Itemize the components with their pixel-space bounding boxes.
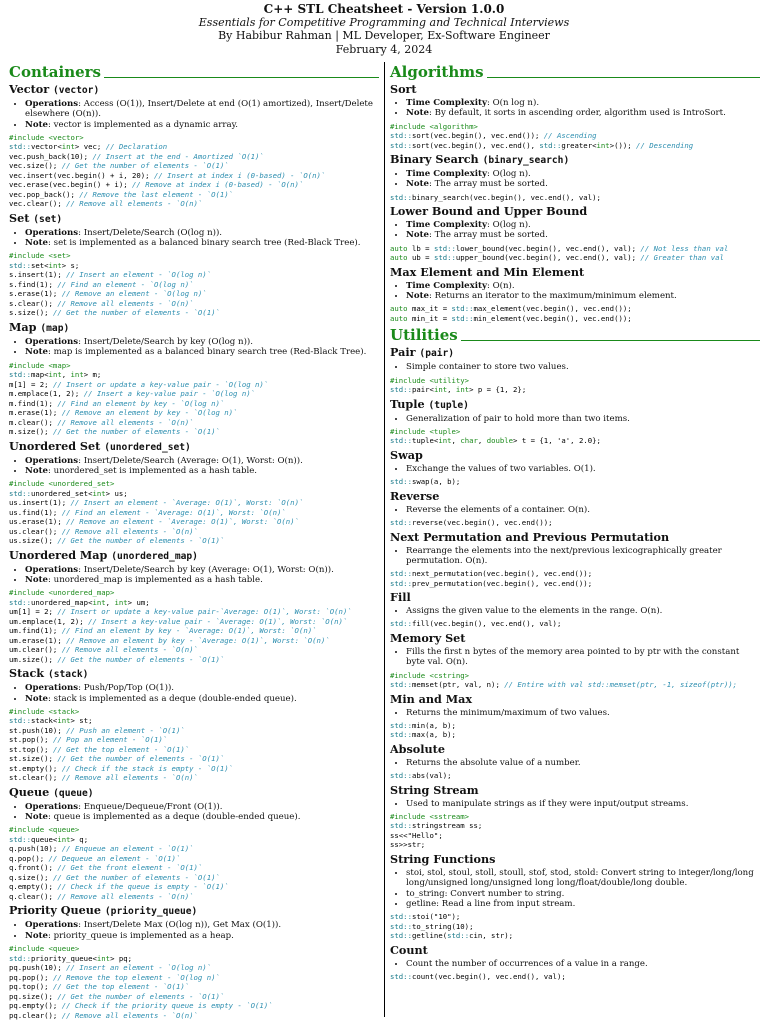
bullet-list	[390, 868, 760, 909]
code-block: #include <stack> std::stack<int> st; st.push(10); // Push an element - `O(1)` st.pop(); // Pop an element - `O(1)` st.top(); // Get the top element - `O(1)` st.size(); // Get the number of elements - `O(1)` st.empty(); // Check if the stack is empty - `O(1)` st.clear(); // Remove all elements - `O(n)`	[9, 706, 234, 783]
code-block: std::fill(vec.begin(), vec.end(), val);	[390, 619, 562, 629]
subsection-title: Fill	[390, 590, 411, 605]
list-item: • Returns the minimum/maximum of two values.	[406, 708, 760, 718]
document-author: By Habibur Rahman | ML Developer, Ex-Software Engineer	[218, 29, 550, 43]
list-item: • Note: vector is implemented as a dynamic array.	[25, 120, 379, 130]
list-item: • Operations: Access (O(1)), Insert/Delete at end (O(1) amortized), Insert/Delete elsewhere (O(n)).	[25, 99, 379, 120]
subsection-title: Set (set)	[9, 210, 63, 225]
subsection-title: Count	[390, 942, 428, 957]
subsection-title: Unordered Map (unordered_map)	[9, 547, 198, 562]
list-item: • Note: unordered_map is implemented as a hash table.	[25, 575, 379, 585]
code-block: #include <cstring> std::memset(ptr, val, n); // Entire with val std::memset(ptr, -1, sizeof(ptr));	[390, 670, 738, 690]
list-item: • Note: priority_queue is implemented as a heap.	[25, 931, 379, 941]
bullet-list	[9, 99, 379, 130]
subsection-title: Min and Max	[390, 691, 473, 706]
subsection-title: Absolute	[390, 741, 445, 756]
subsection-title: Memory Set	[390, 630, 466, 645]
subsection-title: Pair (pair)	[390, 345, 455, 360]
code-block: std::stoi("10"); std::to_string(10); std::getline(std::cin, str);	[390, 912, 514, 941]
subsection-title: Priority Queue (priority_queue)	[9, 903, 198, 918]
code-block: auto lb = std::lower_bound(vec.begin(), vec.end(), val); // Not less than val auto ub = std::upper_bound(vec.begin(), vec.end(), val); // Greater than val	[390, 243, 729, 263]
bullet-list	[390, 959, 760, 969]
subsection-title: Vector (vector)	[9, 82, 100, 96]
left-column	[9, 60, 379, 1023]
code-block: #include <set> std::set<int> s; s.insert(1); // Insert an element - `O(log n)` s.find(1); // Find an element - `O(log n)` s.erase(1); // Remove an element - `O(log n)` s.clear(); // Remove all elements - `O(n)` s.size(); // Get the number of elements - `O(1)`	[9, 251, 220, 318]
code-block: #include <unordered_map> std::unordered_map<int, int> um; um[1] = 2; // Insert or update a key-value pair-`Average: O(1)`, Worst: `O(n)` um.emplace(1, 2); // Insert a key-value pair - `Average: O(1)`, Worst: `O(n)` um.find(1); // Find an element by key - `Average: O(1)`, Worst: `O(n)` um.erase(1); // Remove an element by key - `Average: O(1)`, Worst: `O(n)` um.clear(); // Remove all elements - `O(n)` um.size(); // Get the number of elements - `O(1)`	[9, 588, 352, 664]
list-item: • Operations: Insert/Delete/Search (O(log n)).	[25, 228, 379, 238]
list-item: • Assigns the given value to the elements in the range. O(n).	[406, 606, 760, 616]
code-block: std::min(a, b); std::max(a, b);	[390, 720, 456, 740]
list-item: • Note: The array must be sorted.	[406, 230, 760, 240]
bullet-list	[9, 456, 379, 477]
bullet-list	[390, 647, 760, 668]
subsection-title: Next Permutation and Previous Permutation	[390, 529, 670, 544]
bullet-list	[390, 98, 760, 119]
code-block: std::abs(val);	[390, 771, 452, 781]
bullet-list	[390, 708, 760, 718]
code-block: #include <algorithm> std::sort(vec.begin(), vec.end()); // Ascending std::sort(vec.begin(), vec.end(), std::greater<int>()); // Descending	[390, 121, 694, 150]
code-block: #include <utility> std::pair<int, int> p = {1, 2};	[390, 375, 527, 395]
bullet-list	[9, 920, 379, 941]
list-item: • Note: By default, it sorts in ascending order, algorithm used is IntroSort.	[406, 108, 760, 118]
document-date: February 4, 2024	[335, 42, 433, 56]
code-block: #include <unordered_set> std::unordered_set<int> us; us.insert(1); // Insert an element - `Average: O(1)`, Worst: `O(n)` us.find(1); // Find an element - `Average: O(1)`, Worst: `O(n)` us.erase(1); // Remove an element - `Average: O(1)`, Worst: `O(n)` us.clear(); // Remove all elements - `O(n)` us.size(); // Get the number of elements - `O(1)`	[9, 479, 304, 546]
list-item: • Time Complexity: O(n log n).	[406, 98, 760, 108]
list-item: • Note: unordered_set is implemented as a hash table.	[25, 466, 379, 476]
bullet-list	[390, 414, 760, 424]
list-item: • Note: Returns an iterator to the maximum/minimum element.	[406, 291, 760, 301]
bullet-list	[9, 802, 379, 823]
list-item: • Operations: Insert/Delete/Search by key (Average: O(1), Worst: O(n)).	[25, 565, 379, 575]
bullet-list	[390, 606, 760, 616]
code-block: std::next_permutation(vec.begin(), vec.end()); std::prev_permutation(vec.begin(), vec.end());	[390, 569, 593, 588]
bullet-list	[390, 464, 760, 474]
bullet-list	[390, 758, 760, 768]
subsection-title: Stack (stack)	[9, 666, 89, 681]
code-block: #include <queue> std::queue<int> q; q.push(10); // Enqueue an element - `O(1)` q.pop(); // Dequeue an element - `O(1)` q.front(); // Get the front element - `O(1)` q.size(); // Get the number of elements - `O(1)` q.empty(); // Check if the queue is empty - `O(1)` q.clear(); // Remove all elements - `O(n)`	[9, 825, 229, 901]
bullet-list	[390, 546, 760, 567]
list-item: • Note: queue is implemented as a deque (double-ended queue).	[25, 812, 379, 822]
code-block: auto max_it = std::max_element(vec.begin(), vec.end()); auto min_it = std::min_element(vec.begin(), vec.end());	[390, 304, 632, 323]
code-block: #include <queue> std::priority_queue<int> pq; pq.push(10); // Insert an element - `O(log n)` pq.pop(); // Remove the top element - `O(log n)` pq.top(); // Get the top element - `O(1)` pq.size(); // Get the number of elements - `O(1)` pq.empty(); // Check if the priority queue is empty - `O(1)` pq.clear(); // Remove all elements - `O(n)`	[9, 944, 273, 1020]
list-item: • Operations: Enqueue/Dequeue/Front (O(1)).	[25, 802, 379, 812]
document-subtitle: Essentials for Competitive Programming and Technical Interviews	[198, 16, 570, 30]
list-item: • Fills the first n bytes of the memory area pointed to by ptr with the constant byte val. O(n).	[406, 647, 760, 668]
bullet-list	[9, 228, 379, 249]
subsection-title: String Functions	[390, 851, 496, 866]
document-header	[0, 0, 768, 56]
subsection-title: Unordered Set (unordered_set)	[9, 438, 191, 453]
list-item: • Simple container to store two values.	[406, 362, 760, 372]
bullet-list	[390, 169, 760, 190]
list-item: • Time Complexity: O(log n).	[406, 220, 760, 230]
list-item: • Returns the absolute value of a number.	[406, 758, 760, 768]
bullet-list	[9, 337, 379, 358]
subsection-title: Queue (queue)	[9, 784, 94, 799]
list-item: • Note: The array must be sorted.	[406, 179, 760, 189]
bullet-list	[390, 220, 760, 241]
subsection-title: Tuple (tuple)	[390, 396, 469, 411]
list-item: • Operations: Insert/Delete/Search (Average: O(1), Worst: O(n)).	[25, 456, 379, 466]
subsection-title: Map (map)	[9, 319, 70, 334]
subsection-title: Binary Search (binary_search)	[390, 152, 570, 167]
list-item: • stoi, stol, stoul, stoll, stoull, stof, stod, stold: Convert string to integer/long/long long/unsigned long/unsigned long long/float/double/long double.	[406, 868, 760, 889]
section-heading-algorithms: Algorithms	[390, 64, 760, 81]
list-item: • Operations: Push/Pop/Top (O(1)).	[25, 683, 379, 693]
bullet-list	[390, 362, 760, 372]
code-block: #include <tuple> std::tuple<int, char, double> t = {1, 'a', 2.0};	[390, 426, 601, 446]
bullet-list	[390, 799, 760, 809]
code-block: std::swap(a, b);	[390, 477, 461, 487]
bullet-list	[390, 505, 760, 515]
column-divider	[384, 62, 385, 1017]
list-item: • Time Complexity: O(n).	[406, 281, 760, 291]
bullet-list	[9, 565, 379, 586]
subsection-title: Lower Bound and Upper Bound	[390, 204, 588, 219]
code-block: std::binary_search(vec.begin(), vec.end(), val);	[390, 192, 601, 202]
bullet-list	[390, 281, 760, 302]
list-item: • Exchange the values of two variables. O(1).	[406, 464, 760, 474]
section-heading-utilities: Utilities	[390, 327, 760, 344]
section-heading-containers: Containers	[9, 64, 379, 81]
code-block: std::reverse(vec.begin(), vec.end());	[390, 518, 553, 528]
list-item: • Used to manipulate strings as if they were input/output streams.	[406, 799, 760, 809]
list-item: • Note: map is implemented as a balanced binary search tree (Red-Black Tree).	[25, 347, 379, 357]
code-block: std::count(vec.begin(), vec.end(), val);	[390, 971, 566, 981]
code-block: #include <sstream> std::stringstream ss; ss<<"Hello"; ss>>str;	[390, 811, 483, 850]
subsection-title: Sort	[390, 82, 417, 96]
document-title: C++ STL Cheatsheet - Version 1.0.0	[263, 2, 505, 16]
list-item: • Time Complexity: O(log n).	[406, 169, 760, 179]
subsection-title: Reverse	[390, 488, 440, 503]
code-block: #include <vector> std::vector<int> vec; // Declaration vec.push_back(10); // Insert at the end - Amortized `O(1)` vec.size(); // Get the number of elements - `O(1)` vec.insert(vec.begin() + i, 20); // Insert at index i (0-based) - `O(n)` vec.erase(vec.begin() + i); // Remove at index i (0-based) - `O(n)` vec.pop_back(); // Remove the last element - `O(1)` vec.clear(); // Remove all elements - `O(n)`	[9, 132, 326, 209]
list-item: • Operations: Insert/Delete/Search by key (O(log n)).	[25, 337, 379, 347]
list-item: • to_string: Convert number to string.	[406, 889, 760, 899]
subsection-title: Max Element and Min Element	[390, 264, 585, 279]
list-item: • Rearrange the elements into the next/previous lexicographically greater permutation. O(n).	[406, 546, 760, 567]
list-item: • getline: Read a line from input stream.	[406, 899, 760, 909]
list-item: • Reverse the elements of a container. O(n).	[406, 505, 760, 515]
list-item: • Generalization of pair to hold more than two items.	[406, 414, 760, 424]
bullet-list	[9, 683, 379, 704]
code-block: #include <map> std::map<int, int> m; m[1] = 2; // Insert or update a key-value pair - `O(log n)` m.emplace(1, 2); // Insert a key-value pair - `O(log n)` m.find(1); // Find an element by key - `O(log n)` m.erase(1); // Remove an element by key - `O(log n)` m.clear(); // Remove all elements - `O(n)` m.size(); // Get the number of elements - `O(1)`	[9, 360, 269, 437]
list-item: • Count the number of occurrences of a value in a range.	[406, 959, 760, 969]
list-item: • Operations: Insert/Delete Max (O(log n)), Get Max (O(1)).	[25, 920, 379, 930]
list-item: • Note: set is implemented as a balanced binary search tree (Red-Black Tree).	[25, 238, 379, 248]
subsection-title: String Stream	[390, 782, 479, 797]
subsection-title: Swap	[390, 447, 423, 462]
right-column	[390, 60, 760, 984]
list-item: • Note: stack is implemented as a deque (double-ended queue).	[25, 694, 379, 704]
